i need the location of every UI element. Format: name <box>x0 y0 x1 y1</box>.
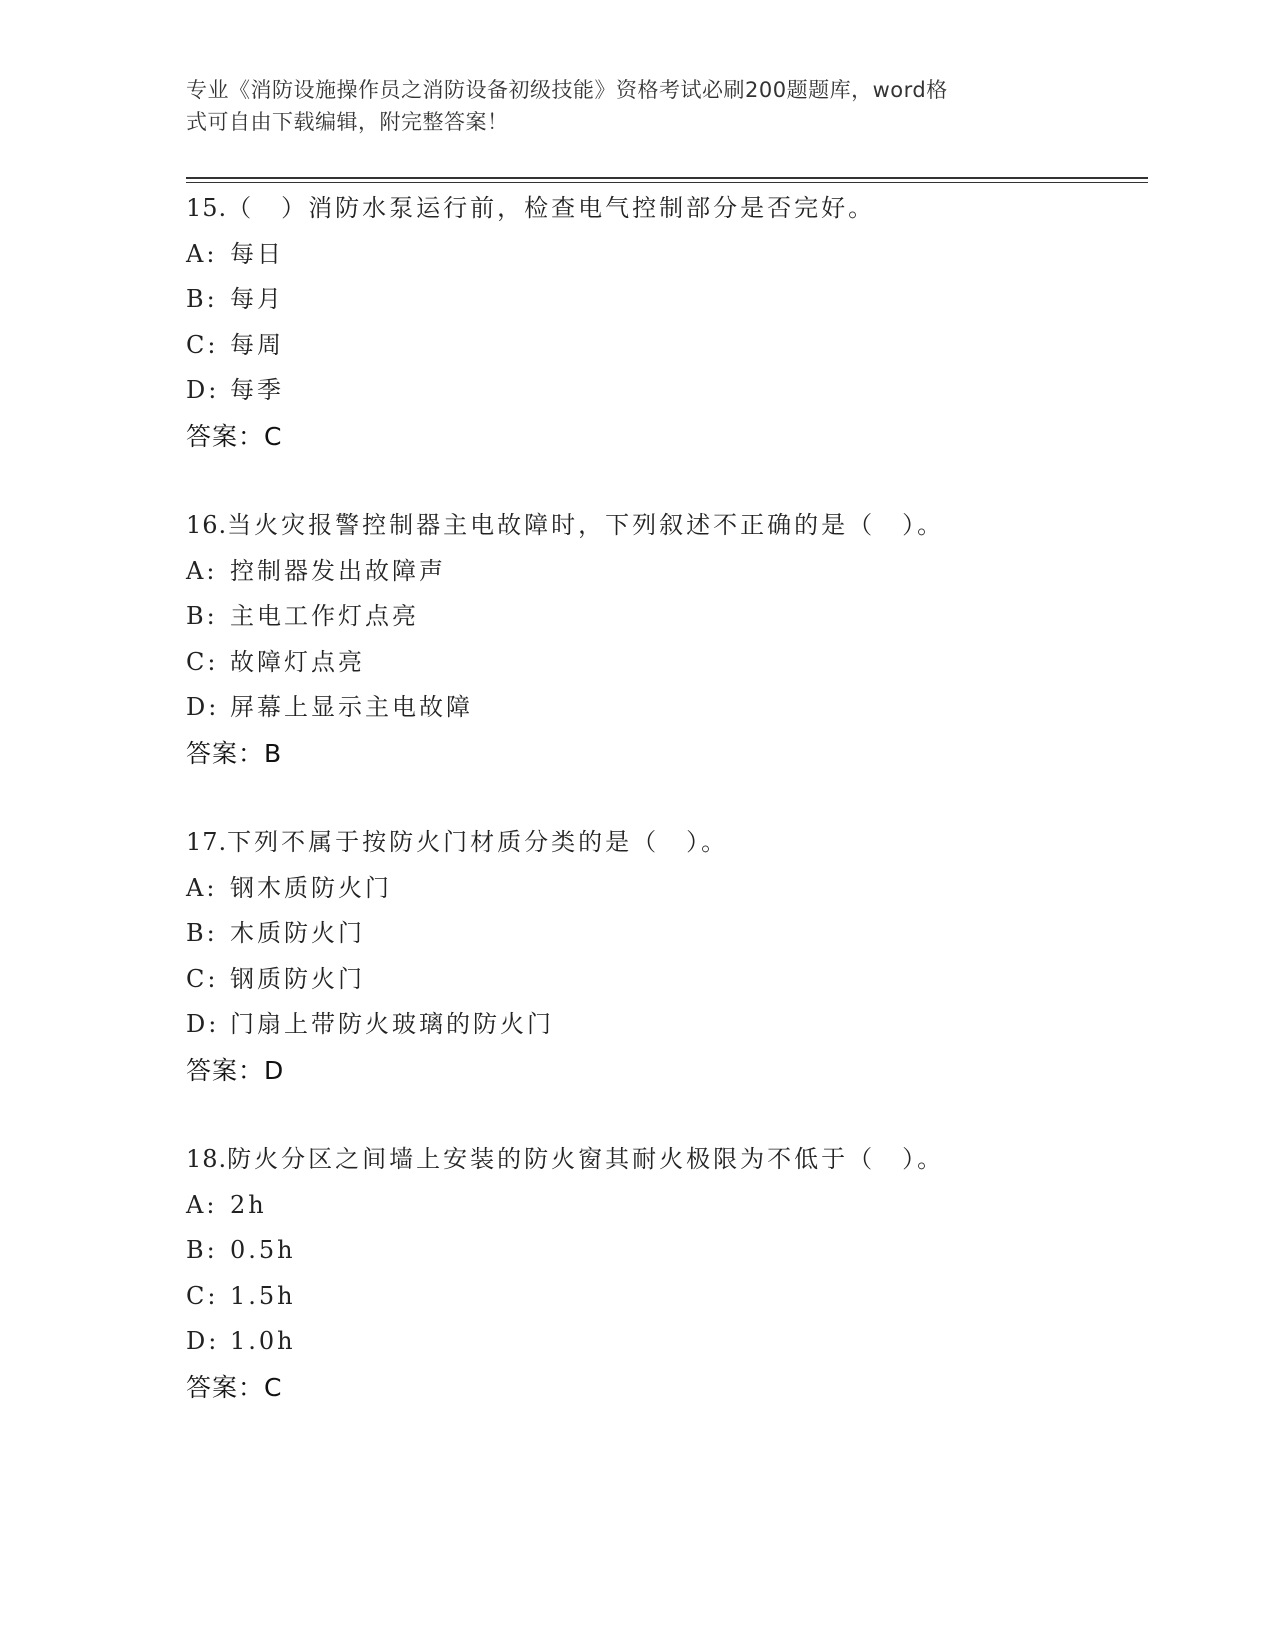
option-key: C: <box>186 1281 219 1310</box>
option-d <box>186 368 1146 414</box>
option-b <box>186 277 1146 323</box>
option-key: D: <box>186 1010 220 1038</box>
option-text: 屏幕上显示主电故障 <box>230 693 473 721</box>
option-c <box>186 640 1146 686</box>
option-text: 每季 <box>230 376 284 404</box>
option-c <box>186 1274 1146 1320</box>
question-17 <box>186 820 1146 1093</box>
question-number: 15. <box>186 194 228 222</box>
header-line-1: 专业《消防设施操作员之消防设备初级技能》资格考试必刷200题题库，word格 <box>186 78 948 102</box>
option-key: D: <box>186 1327 220 1355</box>
header-line-2: 式可自由下载编辑，附完整答案！ <box>186 110 509 134</box>
question-stem <box>186 820 1146 866</box>
option-text: 木质防火门 <box>230 919 365 947</box>
option-key: C: <box>186 330 219 359</box>
option-key: A: <box>186 556 218 585</box>
header-divider-thin <box>186 182 1148 183</box>
option-c <box>186 957 1146 1003</box>
option-text: 1.5h <box>230 1281 296 1310</box>
option-text: 每周 <box>230 330 284 359</box>
option-key: D: <box>186 376 220 404</box>
option-key: A: <box>186 873 218 902</box>
document-header <box>186 74 1066 138</box>
question-text: （ ）消防水泵运行前，检查电气控制部分是否完好。 <box>227 194 876 222</box>
option-b <box>186 1228 1146 1274</box>
option-text: 钢质防火门 <box>230 964 365 993</box>
option-a <box>186 1183 1146 1229</box>
question-15 <box>186 186 1146 459</box>
option-key: A: <box>186 1190 218 1219</box>
question-stem <box>186 503 1146 549</box>
option-text: 每日 <box>230 239 284 268</box>
option-key: A: <box>186 239 218 268</box>
question-stem <box>186 186 1146 232</box>
option-d <box>186 685 1146 731</box>
option-text: 钢木质防火门 <box>230 873 392 902</box>
option-key: B: <box>186 602 218 630</box>
option-key: B: <box>186 919 218 947</box>
option-text: 故障灯点亮 <box>230 647 365 676</box>
option-key: B: <box>186 1236 218 1264</box>
question-number: 17. <box>186 828 228 856</box>
option-c <box>186 323 1146 369</box>
option-b <box>186 911 1146 957</box>
answer: 答案：C <box>186 421 283 451</box>
option-text: 0.5h <box>230 1236 296 1264</box>
question-number: 16. <box>186 511 228 539</box>
option-key: C: <box>186 647 219 676</box>
option-d <box>186 1002 1146 1048</box>
question-text: 防火分区之间墙上安装的防火窗其耐火极限为不低于（ ）。 <box>227 1145 945 1173</box>
question-text: 当火灾报警控制器主电故障时，下列叙述不正确的是（ ）。 <box>227 511 945 539</box>
option-text: 控制器发出故障声 <box>230 556 446 585</box>
option-text: 2h <box>230 1190 267 1219</box>
question-list <box>186 186 1146 1454</box>
header-divider-thick <box>186 177 1148 179</box>
answer: 答案：D <box>186 1055 285 1085</box>
option-a <box>186 866 1146 912</box>
option-text: 每月 <box>230 285 284 313</box>
question-number: 18. <box>186 1145 228 1173</box>
option-key: D: <box>186 693 220 721</box>
option-d <box>186 1319 1146 1365</box>
option-a <box>186 232 1146 278</box>
question-text: 下列不属于按防火门材质分类的是（ ）。 <box>227 828 729 856</box>
question-16 <box>186 503 1146 776</box>
option-text: 门扇上带防火玻璃的防火门 <box>230 1010 554 1038</box>
question-18 <box>186 1137 1146 1410</box>
option-b <box>186 594 1146 640</box>
option-text: 主电工作灯点亮 <box>230 602 419 630</box>
option-text: 1.0h <box>230 1327 296 1355</box>
option-a <box>186 549 1146 595</box>
option-key: C: <box>186 964 219 993</box>
option-key: B: <box>186 285 218 313</box>
question-stem <box>186 1137 1146 1183</box>
answer: 答案：B <box>186 738 283 768</box>
answer: 答案：C <box>186 1372 283 1402</box>
